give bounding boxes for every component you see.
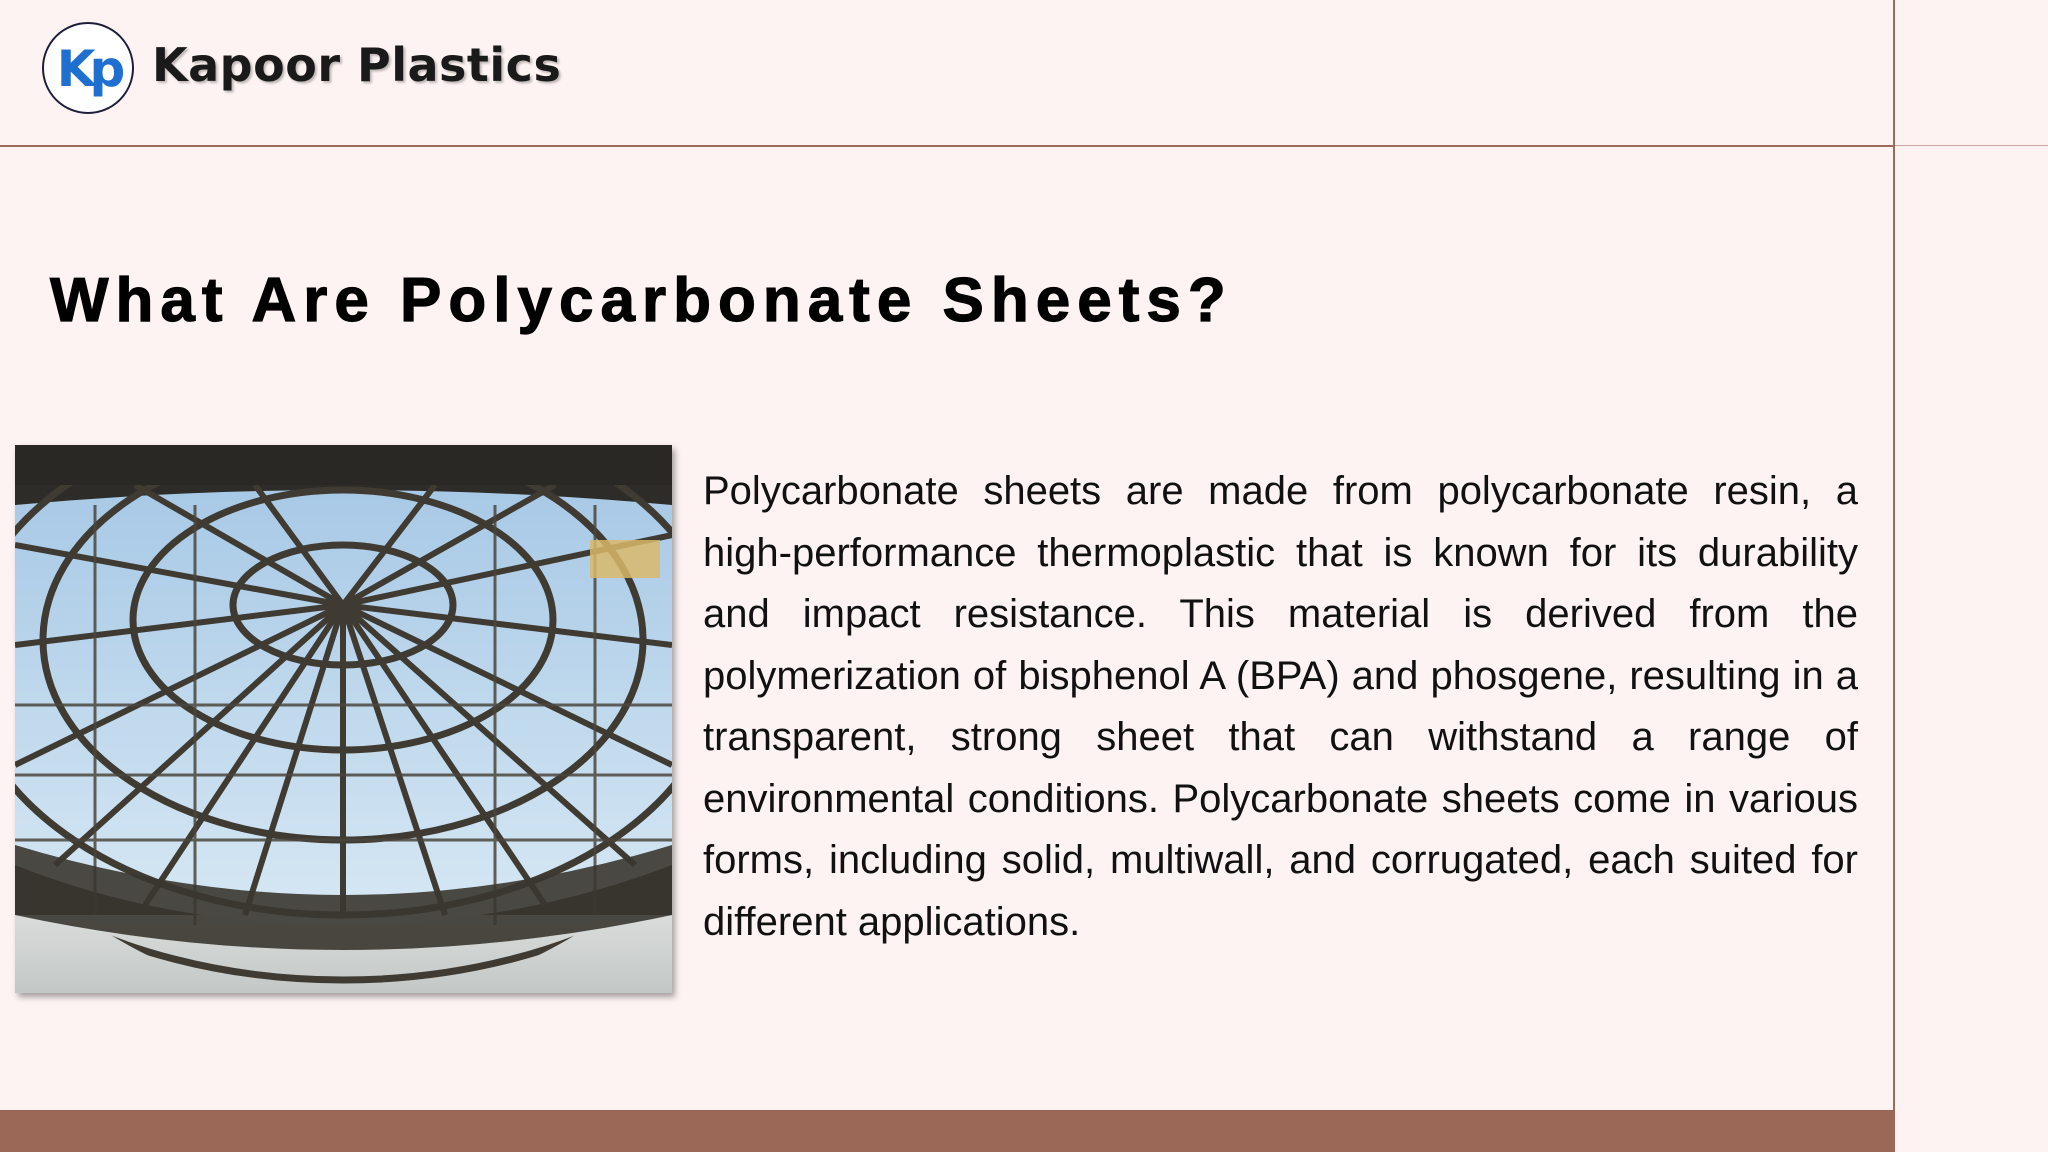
footer-band (0, 1110, 1895, 1152)
header-divider-extension (1895, 145, 2048, 146)
kapoor-plastics-logo (42, 22, 134, 114)
svg-text:Kp: Kp (56, 40, 120, 98)
body-paragraph: Polycarbonate sheets are made from polycarbonate resin, a high-performance thermoplastic that is known for its durability and impact resistance. This material is derived from the polymerization of bisphenol A (BPA) and phosgene, resulting in a transparent, strong sheet that can withstand a range of environmental conditions. Polycarbonate sheets come in various forms, including solid, multiwall, and corrugated, each suited for different applications. (703, 469, 1858, 944)
right-border-line (1893, 0, 1895, 1152)
header-divider (0, 145, 1895, 147)
slide-title: What Are Polycarbonate Sheets? (50, 266, 1233, 335)
brand-name: Kapoor Plastics (152, 38, 562, 92)
dome-skylight-image (15, 445, 672, 993)
dome-skylight-illustration (15, 445, 672, 993)
